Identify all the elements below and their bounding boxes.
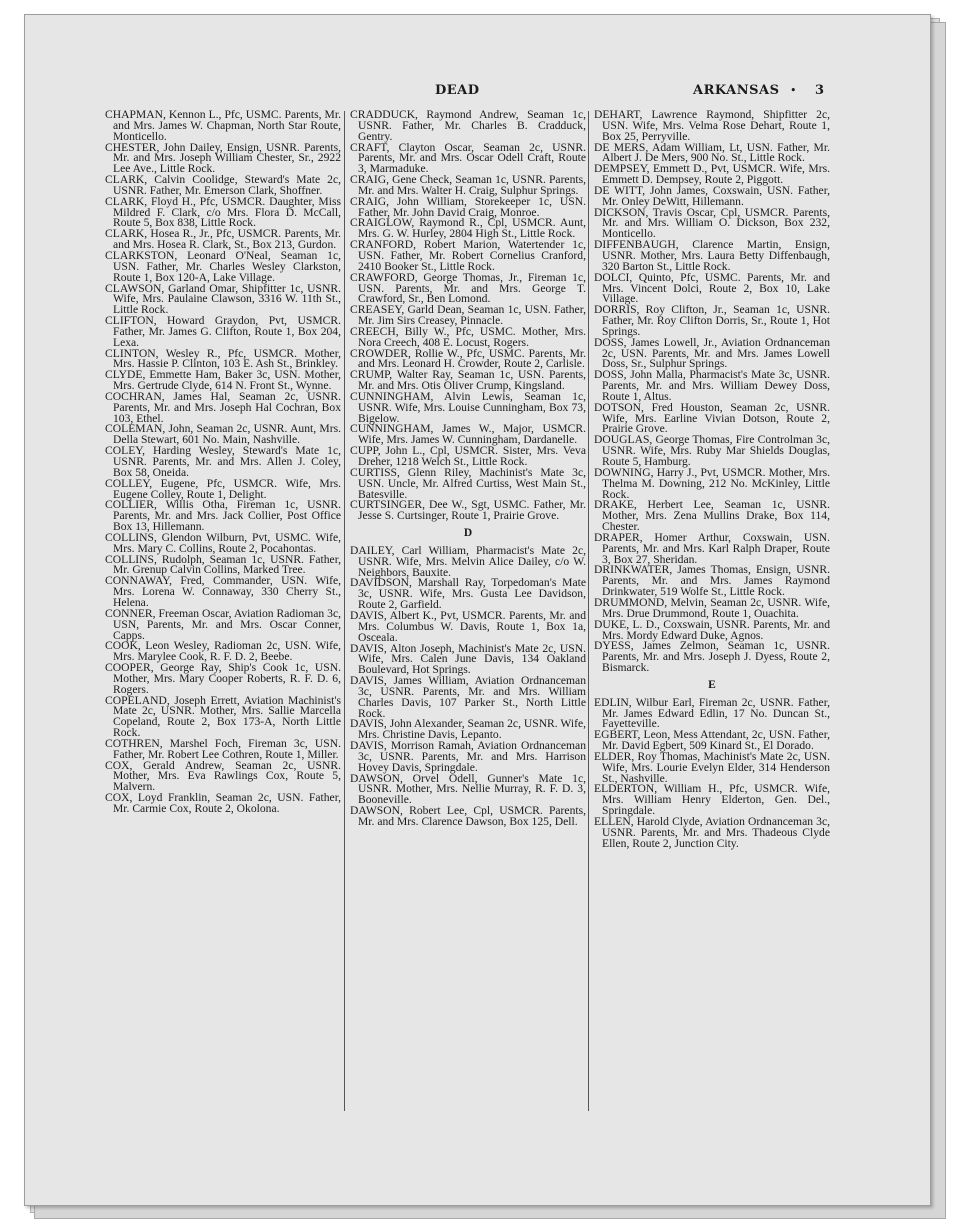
casualty-entry: DE WITT, John James, Coxswain, USN. Father, Mr. Onley DeWitt, Hillemann.: [594, 183, 830, 208]
column-2: [350, 110, 586, 828]
casualty-entry: DOWNING, Harry J., Pvt, USMCR. Mother, Mrs. Thelma M. Downing, 212 No. McKinley, Little Rock.: [594, 465, 830, 501]
casualty-entry: CUNNINGHAM, Alvin Lewis, Seaman 1c, USNR. Wife, Mrs. Louise Cunningham, Box 73, Bigelow.: [350, 389, 586, 425]
casualty-entry: DUKE, L. D., Coxswain, USNR. Parents, Mr. and Mrs. Mordy Edward Duke, Agnos.: [594, 617, 830, 642]
casualty-entry: CHAPMAN, Kennon L., Pfc, USMC. Parents, Mr. and Mrs. James W. Chapman, North Star Route, Monticello.: [105, 108, 341, 143]
casualty-entry: CRANFORD, Robert Marion, Watertender 1c, USN. Father, Mr. Robert Cornelius Cranford, 2410 Booker St., Little Rock.: [350, 238, 586, 273]
casualty-entry: DAVIS, Morrison Ramah, Aviation Ordnanceman 3c, USNR. Parents, Mr. and Mrs. Harrison Hovey Davis, Springdale.: [350, 739, 586, 774]
casualty-entry: COX, Gerald Andrew, Seaman 2c, USNR. Mother, Mrs. Eva Rawlings Cox, Route 5, Malvern.: [105, 758, 341, 794]
casualty-entry: DAVIS, Alton Joseph, Machinist's Mate 2c, USN. Wife, Mrs. Calen June Davis, 134 Oakland Boulevard, Hot Springs.: [350, 641, 586, 677]
casualty-entry: COLLIER, Willis Otha, Fireman 1c, USNR. Parents, Mr. and Mrs. Jack Collier, Post Office Box 13, Hillemann.: [105, 498, 341, 534]
casualty-entry: CLARK, Floyd H., Pfc, USMCR. Daughter, Miss Mildred F. Clark, c/o Mrs. Flora D. McCall, Route 5, Box 838, Little Rock.: [105, 194, 341, 230]
casualty-entry: CRADDUCK, Raymond Andrew, Seaman 1c, USNR. Father, Mr. Charles B. Cradduck, Gentry.: [350, 108, 586, 143]
casualty-entry: DIFFENBAUGH, Clarence Martin, Ensign, USNR. Mother, Mrs. Laura Betty Diffenbaugh, 320 Barton St., Little Rock.: [594, 238, 830, 273]
casualty-entry: DRUMMOND, Melvin, Seaman 2c, USNR. Wife, Mrs. Drue Drummond, Route 1, Ouachita.: [594, 595, 830, 620]
casualty-entry: DOSS, John Malla, Pharmacist's Mate 3c, USNR. Parents, Mr. and Mrs. William Dewey Doss, Route 1, Altus.: [594, 368, 830, 403]
casualty-entry: EDLIN, Wilbur Earl, Fireman 2c, USNR. Father, Mr. James Edward Edlin, 17 No. Duncan St., Fayetteville.: [594, 695, 830, 731]
casualty-entry: DAWSON, Robert Lee, Cpl, USMCR. Parents, Mr. and Mrs. Clarence Dawson, Box 125, Dell.: [350, 804, 586, 828]
casualty-entry: DOSS, James Lowell, Jr., Aviation Ordnanceman 2c, USN. Parents, Mr. and Mrs. James Lowell Doss, Sr., Sulphur Springs.: [594, 335, 830, 371]
casualty-entry: CLAWSON, Garland Omar, Shipfitter 1c, USNR. Wife, Mrs. Paulaine Clawson, 3316 W. 11th St., Little Rock.: [105, 281, 341, 317]
casualty-entry: COX, Loyd Franklin, Seaman 2c, USN. Father, Mr. Carmie Cox, Route 2, Okolona.: [105, 791, 341, 815]
casualty-entry: COOK, Leon Wesley, Radioman 2c, USN. Wife, Mrs. Marylee Cook, R. F. D. 2, Beebe.: [105, 639, 341, 664]
casualty-entry: CLARKSTON, Leonard O'Neal, Seaman 1c, USN. Father, Mr. Charles Wesley Clarkston, Route 1, Box 120-A, Lake Village.: [105, 248, 341, 284]
casualty-entry: CURTISS, Glenn Riley, Machinist's Mate 3c, USN. Uncle, Mr. Alfred Curtiss, West Main St., Batesville.: [350, 465, 586, 501]
casualty-entry: DAVIS, John Alexander, Seaman 2c, USNR. Wife, Mrs. Christine Davis, Lepanto.: [350, 717, 586, 742]
casualty-entry: CRAWFORD, George Thomas, Jr., Fireman 1c, USN. Parents, Mr. and Mrs. George T. Crawford, Sr., Ben Lomond.: [350, 270, 586, 306]
casualty-entry: DAVIS, James William, Aviation Ordnanceman 3c, USNR. Parents, Mr. and Mrs. William Charles Davis, 107 Parker St., North Little Rock.: [350, 674, 586, 720]
casualty-entry: DICKSON, Travis Oscar, Cpl, USMCR. Parents, Mr. and Mrs. William O. Dickson, Box 232, Monticello.: [594, 205, 830, 241]
column-divider: [344, 111, 345, 1111]
casualty-entry: CLIFTON, Howard Graydon, Pvt, USMCR. Father, Mr. James G. Clifton, Route 1, Box 204, Lexa.: [105, 314, 341, 349]
casualty-entry: CRAIGLOW, Raymond R., Cpl, USMCR. Aunt, Mrs. G. W. Hurley, 2804 High St., Little Rock.: [350, 216, 586, 241]
column-divider: [588, 111, 589, 1111]
casualty-entry: DOUGLAS, George Thomas, Fire Controlman 3c, USNR. Wife, Mrs. Ruby Mar Shields Douglas, Route 5, Hamburg.: [594, 433, 830, 468]
casualty-entry: ELLEN, Harold Clyde, Aviation Ordnanceman 3c, USNR. Parents, Mr. and Mrs. Thadeous Clyde Ellen, Route 2, Junction City.: [594, 815, 830, 850]
section-letter: E: [708, 678, 716, 691]
casualty-entry: DRINKWATER, James Thomas, Ensign, USNR. Parents, Mr. and Mrs. James Raymond Drinkwater, 519 Wolfe St., Little Rock.: [594, 563, 830, 599]
casualty-entry: DAVIS, Albert K., Pvt, USMCR. Parents, Mr. and Mrs. Columbus W. Davis, Route 1, Box 1a, Osceala.: [350, 608, 586, 644]
casualty-entry: COOPER, George Ray, Ship's Cook 1c, USN. Mother, Mrs. Mary Cooper Roberts, R. F. D. 6, Rogers.: [105, 661, 341, 696]
casualty-entry: CRAIG, John William, Storekeeper 1c, USN. Father, Mr. John David Craig, Monroe.: [350, 194, 586, 219]
casualty-entry: CLARK, Hosea R., Jr., Pfc, USMCR. Parents, Mr. and Mrs. Hosea R. Clark, St., Box 213, Gurdon.: [105, 227, 341, 252]
casualty-entry: DOTSON, Fred Houston, Seaman 2c, USNR. Wife, Mrs. Earline Vivian Dotson, Route 2, Prairie Grove.: [594, 400, 830, 436]
document-page: [24, 14, 931, 1206]
casualty-entry: COLLEY, Eugene, Pfc, USMCR. Wife, Mrs. Eugene Colley, Route 1, Delight.: [105, 476, 341, 501]
casualty-entry: DAVIDSON, Marshall Ray, Torpedoman's Mate 3c, USNR. Wife, Mrs. Gusta Lee Davidson, Route 2, Garfield.: [350, 576, 586, 612]
casualty-entry: CONNAWAY, Fred, Commander, USN. Wife, Mrs. Lorena W. Connaway, 330 Cherry St., Helena.: [105, 574, 341, 609]
bullet-separator: •: [790, 84, 797, 97]
casualty-entry: COLEY, Harding Wesley, Steward's Mate 1c, USNR. Parents, Mr. and Mrs. Allen J. Coley, Box 58, Oneida.: [105, 444, 341, 479]
casualty-entry: DE MERS, Adam William, Lt, USN. Father, Mr. Albert J. De Mers, 900 No. St., Little Rock.: [594, 140, 830, 165]
page-title: DEAD: [435, 83, 480, 98]
casualty-entry: DRAKE, Herbert Lee, Seaman 1c, USNR. Mother, Mrs. Zena Mullins Drake, Box 114, Chester.: [594, 498, 830, 534]
casualty-entry: DEMPSEY, Emmett D., Pvt, USMCR. Wife, Mrs. Emmett D. Dempsey, Route 2, Piggott.: [594, 162, 830, 187]
casualty-entry: DYESS, James Zelmon, Seaman 1c, USNR. Parents, Mr. and Mrs. Joseph J. Dyess, Route 2, Bismarck.: [594, 639, 830, 675]
casualty-entry: CRAFT, Clayton Oscar, Seaman 2c, USNR. Parents, Mr. and Mrs. Oscar Odell Craft, Route 3, Marmaduke.: [350, 140, 586, 176]
casualty-entry: CURTSINGER, Dee W., Sgt, USMC. Father, Mr. Jesse S. Curtsinger, Route 1, Prairie Grove.: [350, 498, 586, 523]
casualty-entry: CLINTON, Wesley R., Pfc, USMCR. Mother, Mrs. Hassie P. Clinton, 103 E. Ash St., Brinkley.: [105, 346, 341, 371]
casualty-entry: COTHREN, Marshel Foch, Fireman 3c, USN. Father, Mr. Robert Lee Cothren, Route 1, Miller.: [105, 736, 341, 761]
casualty-entry: ELDERTON, William H., Pfc, USMCR. Wife, Mrs. William Henry Elderton, Gen. Del., Springdale.: [594, 782, 830, 818]
casualty-entry: DAWSON, Orvel Odell, Gunner's Mate 1c, USNR. Mother, Mrs. Nellie Murray, R. F. D. 3, Booneville.: [350, 771, 586, 807]
casualty-entry: ELDER, Roy Thomas, Machinist's Mate 2c, USN. Wife, Mrs. Lourie Evelyn Elder, 314 Henderson St., Nashville.: [594, 749, 830, 785]
casualty-entry: COPELAND, Joseph Errett, Aviation Machinist's Mate 2c, USNR. Mother, Mrs. Sallie Marcella Copeland, Route 2, Box 173-A, North Little Rock.: [105, 693, 341, 740]
section-letter: D: [463, 527, 473, 540]
state-name: ARKANSAS: [693, 83, 780, 98]
casualty-entry: COCHRAN, James Hal, Seaman 2c, USNR. Parents, Mr. and Mrs. Joseph Hal Cochran, Box 103, Ethel.: [105, 389, 341, 425]
casualty-entry: COLEMAN, John, Seaman 2c, USNR. Aunt, Mrs. Della Stewart, 601 No. Main, Nashville.: [105, 422, 341, 447]
casualty-entry: CREECH, Billy W., Pfc, USMC. Mother, Mrs. Nora Creech, 408 E. Locust, Rogers.: [350, 324, 586, 349]
casualty-entry: COLLINS, Glendon Wilburn, Pvt, USMC. Wife, Mrs. Mary C. Collins, Route 2, Pocahontas.: [105, 530, 341, 555]
casualty-entry: CUNNINGHAM, James W., Major, USMCR. Wife, Mrs. James W. Cunningham, Dardanelle.: [350, 422, 586, 447]
casualty-entry: CRUMP, Walter Ray, Seaman 1c, USN. Parents, Mr. and Mrs. Otis Oliver Crump, Kingsland.: [350, 368, 586, 393]
casualty-entry: DEHART, Lawrence Raymond, Shipfitter 2c, USN. Wife, Mrs. Velma Rose Dehart, Route 1, Box 25, Perryville.: [594, 108, 830, 143]
casualty-entry: CLARK, Calvin Coolidge, Steward's Mate 2c, USNR. Father, Mr. Emerson Clark, Shoffner.: [105, 173, 341, 197]
column-3: [594, 110, 830, 850]
casualty-entry: EGBERT, Leon, Mess Attendant, 2c, USN. Father, Mr. David Egbert, 509 Kinard St., El Dorado.: [594, 728, 830, 753]
casualty-entry: CROWDER, Rollie W., Pfc, USMC. Parents, Mr. and Mrs. Leonard H. Crowder, Route 2, Carlisle.: [350, 346, 586, 371]
casualty-entry: CUPP, John L., Cpl, USMCR. Sister, Mrs. Veva Dreher, 1218 Welch St., Little Rock.: [350, 444, 586, 468]
column-1: [105, 110, 341, 815]
casualty-entry: DORRIS, Roy Clifton, Jr., Seaman 1c, USNR. Father, Mr. Roy Clifton Dorris, Sr., Route 1, Hot Springs.: [594, 303, 830, 338]
casualty-entry: DRAPER, Homer Arthur, Coxswain, USN. Parents, Mr. and Mrs. Karl Ralph Draper, Route 3, Box 27, Sheridan.: [594, 530, 830, 566]
running-header: [25, 83, 930, 103]
casualty-entry: CONNER, Freeman Oscar, Aviation Radioman 3c, USN, Parents, Mr. and Mrs. Oscar Conner, Capps.: [105, 606, 341, 642]
casualty-entry: CLYDE, Emmette Ham, Baker 3c, USN. Mother, Mrs. Gertrude Clyde, 614 N. Front St., Wynne.: [105, 368, 341, 393]
casualty-entry: CREASEY, Garld Dean, Seaman 1c, USN. Father, Mr. Jim Sirs Creasey, Pinnacle.: [350, 303, 586, 328]
casualty-entry: COLLINS, Rudolph, Seaman 1c, USNR. Father, Mr. Grenup Calvin Collins, Marked Tree.: [105, 552, 341, 577]
casualty-entry: DOLCI, Quinto, Pfc, USMC. Parents, Mr. and Mrs. Vincent Dolci, Route 2, Box 10, Lake Village.: [594, 270, 830, 306]
casualty-entry: DAILEY, Carl William, Pharmacist's Mate 2c, USNR. Wife, Mrs. Melvin Alice Dailey, c/o W. Neighbors, Bauxite.: [350, 543, 586, 579]
casualty-entry: CHESTER, John Dailey, Ensign, USNR. Parents, Mr. and Mrs. Joseph William Chester, Sr., 2922 Lee Ave., Little Rock.: [105, 140, 341, 176]
casualty-entry: CRAIG, Gene Check, Seaman 1c, USNR. Parents, Mr. and Mrs. Walter H. Craig, Sulphur Springs.: [350, 173, 586, 197]
page-number: 3: [815, 83, 825, 98]
